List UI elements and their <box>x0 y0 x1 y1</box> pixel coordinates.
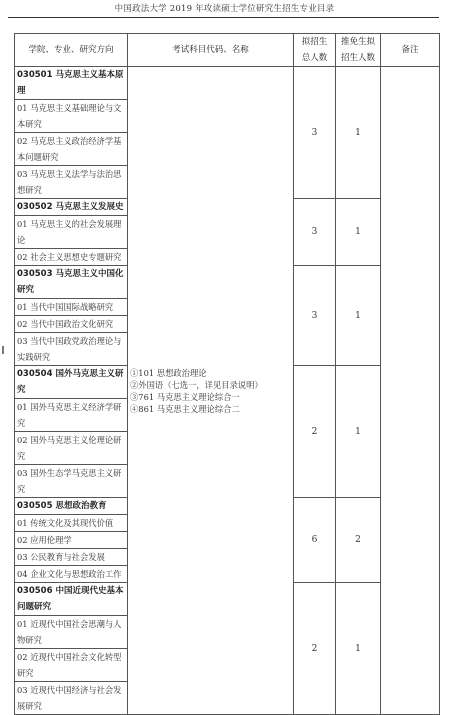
direction-item: 01 当代中国国际战略研究 <box>15 299 128 316</box>
page-header-title: 中国政法大学 2019 年攻读硕士学位研究生招生专业目录 <box>114 4 335 14</box>
direction-item: 03 国外生态学马克思主义研究 <box>15 465 128 498</box>
admissions-catalog-table <box>14 33 440 715</box>
direction-item: 02 社会主义思想史专题研究 <box>15 249 128 266</box>
column-header-exempt-line2: 招生人数 <box>340 53 375 63</box>
direction-item: 01 传统文化及其现代价值 <box>15 515 128 532</box>
column-header-enroll-line1: 拟招生 <box>301 37 328 47</box>
direction-item: 02 马克思主义政治经济学基本问题研究 <box>15 133 128 166</box>
direction-item: 03 马克思主义法学与法治思想研究 <box>15 166 128 199</box>
direction-item: 02 国外马克思主义伦理论研究 <box>15 432 128 465</box>
direction-item: 03 公民教育与社会发展 <box>15 549 128 566</box>
direction-item: 03 当代中国政党政治理论与实践研究 <box>15 333 128 366</box>
direction-item: 04 企业文化与思想政治工作 <box>15 566 128 583</box>
exempt-count: 1 <box>336 67 381 199</box>
direction-item: 01 马克思主义的社会发展理论 <box>15 216 128 249</box>
column-header-direction: 学院、专业、研究方向 <box>15 34 128 67</box>
column-header-exam: 考试科目代码、名称 <box>128 34 294 67</box>
enroll-count: 6 <box>294 498 336 583</box>
direction-item: 02 近现代中国社会文化转型研究 <box>15 649 128 682</box>
column-header-exempt-line1: 推免生拟 <box>340 37 375 47</box>
exempt-count: 2 <box>336 498 381 583</box>
exempt-count: 1 <box>336 199 381 266</box>
major-name: 030506 中国近现代史基本问题研究 <box>15 583 128 616</box>
major-name: 030502 马克思主义发展史 <box>15 199 128 216</box>
major-name: 030504 国外马克思主义研究 <box>15 366 128 399</box>
exempt-count: 1 <box>336 366 381 498</box>
major-name: 030501 马克思主义基本原理 <box>15 67 128 100</box>
column-header-enroll <box>294 34 336 67</box>
exam-subject-item: ①101 思想政治理论 <box>130 367 207 378</box>
enroll-count: 3 <box>294 266 336 366</box>
enroll-count: 3 <box>294 199 336 266</box>
column-header-exempt <box>336 34 381 67</box>
direction-item: 02 应用伦理学 <box>15 532 128 549</box>
direction-item: 01 近现代中国社会思潮与人物研究 <box>15 616 128 649</box>
header-rule <box>8 17 439 18</box>
enroll-count: 3 <box>294 67 336 199</box>
major-row <box>15 67 440 100</box>
exempt-count: 1 <box>336 583 381 715</box>
margin-mark <box>2 346 4 354</box>
direction-item: 03 近现代中国经济与社会发展研究 <box>15 682 128 715</box>
exam-subject-item: ②外国语（七选一，详见目录说明） <box>130 379 263 390</box>
enroll-count: 2 <box>294 583 336 715</box>
exam-subjects-cell <box>128 67 294 715</box>
major-name: 030505 思想政治教育 <box>15 498 128 515</box>
enroll-count: 2 <box>294 366 336 498</box>
column-header-notes: 备注 <box>381 34 440 67</box>
direction-item: 02 当代中国政治文化研究 <box>15 316 128 333</box>
table-header-row <box>15 34 440 67</box>
direction-item: 01 马克思主义基础理论与文本研究 <box>15 100 128 133</box>
column-header-enroll-line2: 总人数 <box>301 53 328 63</box>
exempt-count: 1 <box>336 266 381 366</box>
exam-subject-item: ③761 马克思主义理论综合一 <box>130 391 240 402</box>
major-name: 030503 马克思主义中国化研究 <box>15 266 128 299</box>
direction-item: 01 国外马克思主义经济学研究 <box>15 399 128 432</box>
notes-cell <box>381 67 440 715</box>
exam-subject-item: ④861 马克思主义理论综合二 <box>130 403 240 414</box>
